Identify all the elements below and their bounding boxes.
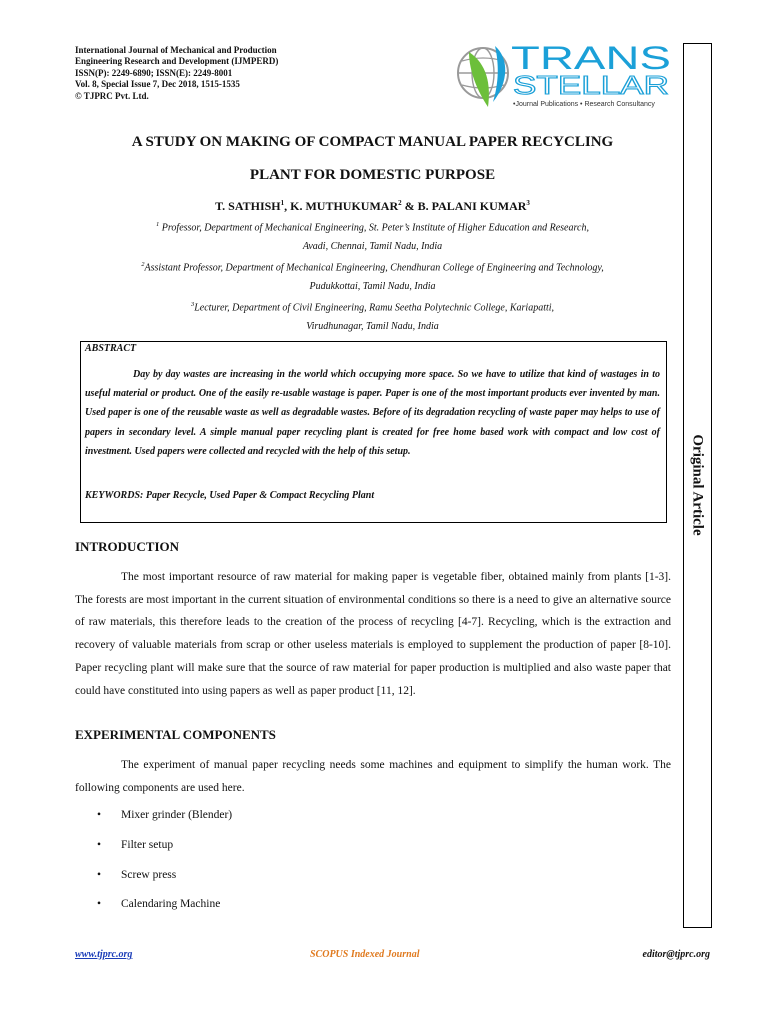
original-article-label: Original Article — [689, 434, 706, 536]
scopus-label: SCOPUS Indexed Journal — [310, 949, 420, 960]
author-name: T. SATHISH — [215, 199, 281, 213]
affiliation-1-line1 — [60, 221, 685, 233]
logo-line1: TRANS — [511, 40, 671, 76]
logo-tagline: •Journal Publications • Research Consultancy — [513, 101, 655, 108]
authors — [60, 199, 685, 214]
introduction-heading: INTRODUCTION — [75, 539, 180, 554]
affiliation-text: Assistant Professor, Department of Mechanical Engineering, Chendhuran College of Engineering and Technology, — [144, 262, 604, 274]
journal-info — [75, 45, 375, 102]
leaf-accent-icon — [493, 46, 505, 102]
journal-info-line: © TJPRC Pvt. Ltd. — [75, 90, 149, 101]
affiliation-text: Professor, Department of Mechanical Engineering, St. Peter’s Institute of Higher Education and Research, — [159, 222, 589, 234]
list-item — [97, 835, 232, 865]
component-list — [97, 805, 232, 924]
bullet-icon: • — [97, 898, 102, 911]
introduction-text: The most important resource of raw material for making paper is vegetable fiber, obtained mainly from plants [1-3]. The forests are most important in the current situation of environmental conditions so there is a need to give an alternative source of raw materials, this therefore leads to the creation of the process of recycling [4-7]. Recycling, which is the extraction and recovery of valuable materials from scrap or other useless materials is employed to supplement the production of paper [8-10]. Paper recycling plant will make sure that the source of raw material for paper production is multiplied and also waste paper that could have constituted into using papers as well as paper product [11, 12]. — [75, 571, 671, 697]
keywords: KEYWORDS: Paper Recycle, Used Paper & Compact Recycling Plant — [85, 490, 375, 501]
list-item — [97, 805, 232, 835]
affiliation-marker: 2 — [141, 261, 145, 268]
affiliation-3-line2: Virudhunagar, Tamil Nadu, India — [306, 321, 439, 332]
abstract-heading: ABSTRACT — [85, 343, 137, 354]
logo-line2: STELLAR — [513, 70, 669, 100]
abstract-text: Day by day wastes are increasing in the world which occupying more space. So we have to utilize that kind of wastages in to useful material or product. One of the easily re-usable wastage is paper. Paper is one of the most important products ever invented by man. Used paper is one of the reusable waste as well as degradable wastes. Before of its degradation recycling of waste paper may helps to use of papers in secondary level. A simple manual paper recycling plant is created for free home based work with compact and low cost of investment. Used papers were collected and recycled with the help of this setup. — [85, 369, 660, 457]
list-item — [97, 894, 232, 924]
list-item — [97, 865, 232, 895]
journal-info-line: ISSN(P): 2249-6890; ISSN(E): 2249-8001 — [75, 67, 233, 78]
editor-email: editor@tjprc.org — [642, 949, 710, 960]
affiliation-3-line1 — [60, 301, 685, 313]
journal-info-line: Vol. 8, Special Issue 7, Dec 2018, 1515-1535 — [75, 79, 240, 90]
author-name: , K. MUTHUKUMAR — [284, 199, 399, 213]
paper-title-line2: PLANT FOR DOMESTIC PURPOSE — [249, 167, 496, 183]
affiliation-1-line2: Avadi, Chennai, Tamil Nadu, India — [302, 241, 443, 252]
affiliation-text: Lecturer, Department of Civil Engineering, Ramu Seetha Polytechnic College, Kariapatti, — [194, 302, 555, 314]
bullet-icon: • — [97, 868, 102, 881]
experimental-text: The experiment of manual paper recycling needs some machines and equipment to simplify the human work. The following components are used here. — [75, 759, 671, 794]
author-affil-marker: 2 — [398, 199, 402, 207]
website-link[interactable]: www.tjprc.org — [75, 949, 133, 960]
author-affil-marker: 3 — [526, 199, 530, 207]
bullet-icon: • — [97, 838, 102, 851]
experimental-heading: EXPERIMENTAL COMPONENTS — [75, 727, 276, 742]
list-item-text: Filter setup — [121, 838, 174, 851]
list-item-text: Mixer grinder (Blender) — [121, 809, 233, 821]
list-item-text: Screw press — [121, 868, 177, 881]
author-affil-marker: 1 — [280, 199, 285, 207]
paper-title-line1: A STUDY ON MAKING OF COMPACT MANUAL PAPER RECYCLING — [131, 134, 614, 150]
journal-info-line: Engineering Research and Development (IJMPERD) — [75, 56, 279, 67]
affiliation-marker: 1 — [156, 221, 160, 228]
bullet-icon: • — [97, 809, 102, 821]
transstellar-logo — [455, 40, 677, 110]
affiliation-marker: 3 — [190, 301, 195, 308]
journal-info-line: International Journal of Mechanical and Production — [75, 45, 277, 55]
list-item-text: Calendaring Machine — [121, 898, 221, 911]
affiliation-2-line1 — [60, 261, 685, 273]
affiliation-2-line2: Pudukkottai, Tamil Nadu, India — [309, 281, 436, 292]
author-name: & B. PALANI KUMAR — [401, 199, 527, 213]
